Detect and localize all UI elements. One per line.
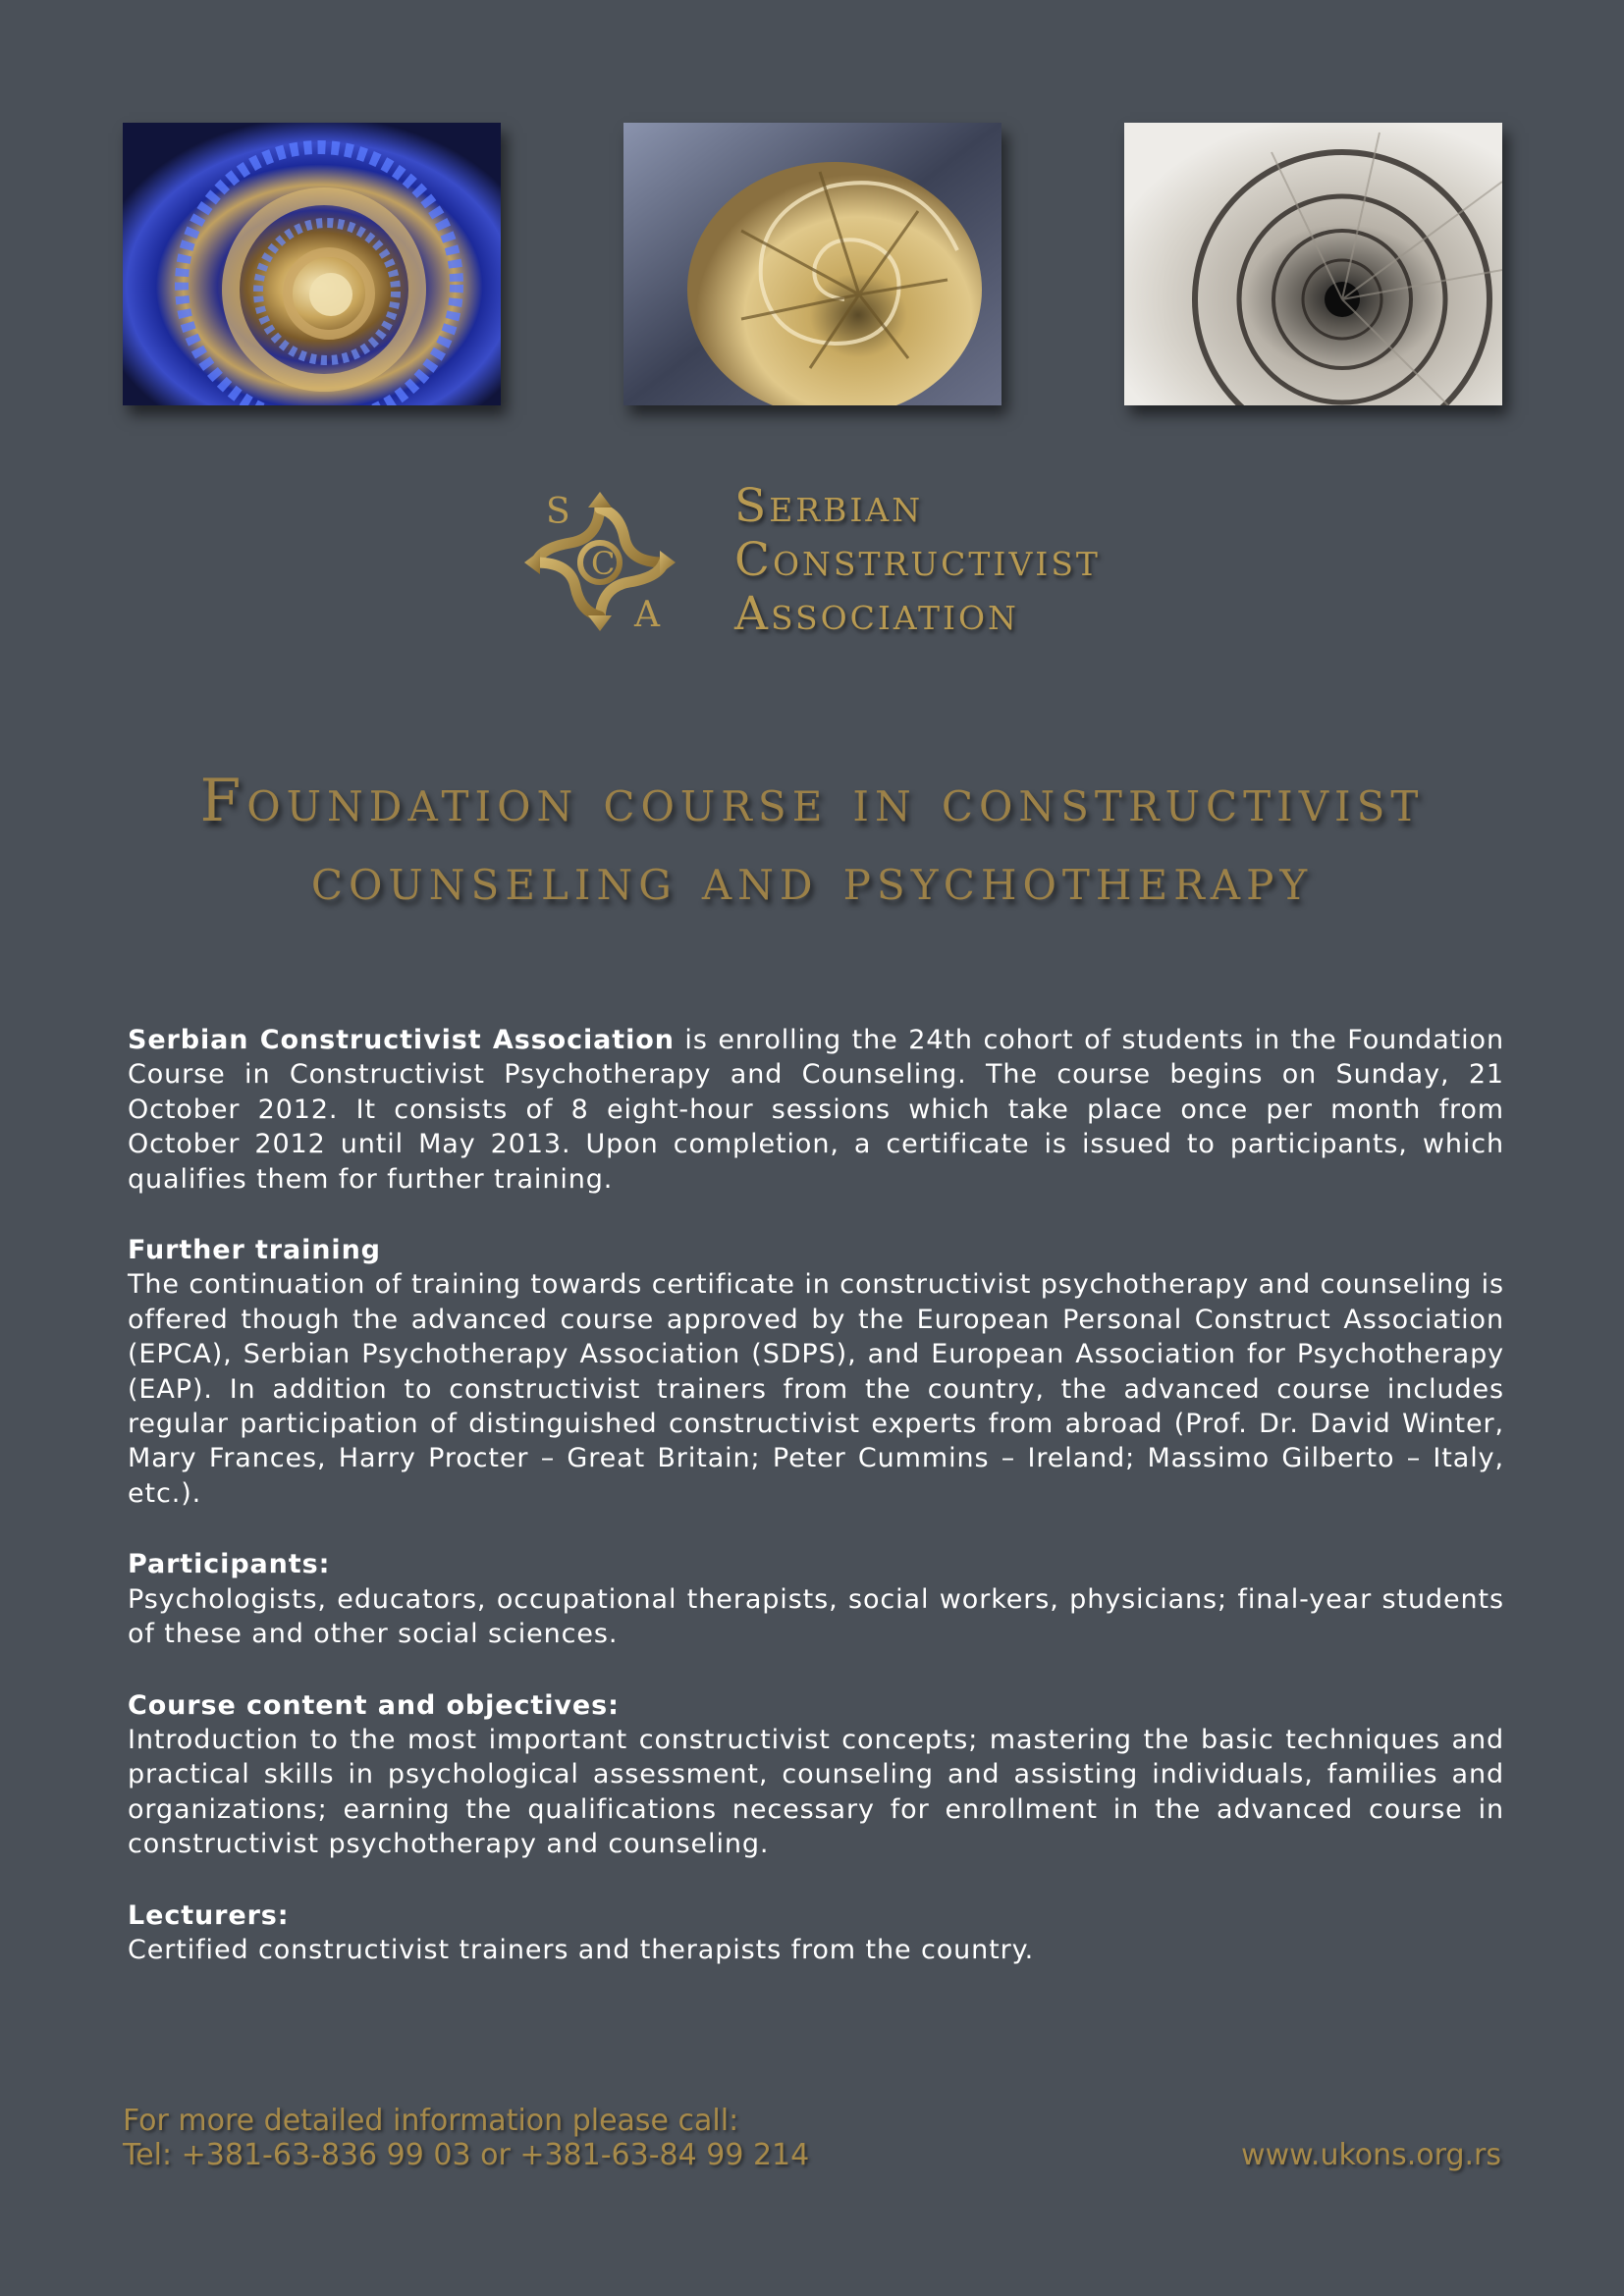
logo-wordmark <box>734 479 1101 641</box>
logo-letter-c: C <box>591 545 616 582</box>
section-text-participants: Psychologists, educators, occupational therapists, social workers, physicians; final-year students of these and other social sciences. <box>128 1583 1504 1650</box>
spiral-staircase-photo <box>1124 123 1502 405</box>
intro-text: is enrolling the 24th cohort of students in the Foundation Course in Constructivist Psychotherapy and Counseling. The course begins on Sunday, 21 October 2012. It consists of 8 eight-hour sessions which take place once per month from October 2012 until May 2013. Upon completion, a certificate is issued to participants, which qualifies them for further training. <box>128 1025 1504 1195</box>
section-text-further-training: The continuation of training towards certificate in constructivist psychotherapy and counseling is offered though the advanced course approved by the European Personal Construct Association (EPCA), Serbian Psychotherapy Association (SDPS), and European Association for Psychotherapy (EAP). In addition to constructivist trainers from the country, the advanced course includes regular participation of distinguished constructivist experts from abroad (Prof. Dr. David Winter, Mary Frances, Harry Procter – Great Britain; Peter Cummins – Ireland; Massimo Gilberto – Italy, etc.). <box>128 1269 1504 1509</box>
section-text-course-content: Introduction to the most important constructivist concepts; mastering the basic techniques and practical skills in psychological assessment, counseling and assisting individuals, families and organizations; earning the qualifications necessary for enrollment in the advanced course in constructivist psychotherapy and counseling. <box>128 1724 1504 1860</box>
body-text <box>128 1023 1504 1967</box>
section-heading-lecturers: Lecturers: <box>128 1899 290 1931</box>
logo-letter-a: A <box>634 595 660 635</box>
page-title <box>79 762 1545 919</box>
section-heading-participants: Participants: <box>128 1549 331 1580</box>
section-heading-further-training: Further training <box>128 1235 381 1266</box>
logo-letter-s: S <box>546 492 570 532</box>
website-link[interactable]: www.ukons.org.rs <box>1241 2138 1501 2172</box>
contact-info <box>123 2104 809 2172</box>
sca-logo-icon <box>516 484 683 637</box>
logo-line-2: Constructivist <box>734 533 1101 587</box>
title-line-2: counseling and psychotherapy <box>310 845 1314 914</box>
logo-line-1: Serbian <box>734 479 924 533</box>
section-text-lecturers: Certified constructivist trainers and therapists from the country. <box>128 1934 1035 1965</box>
intro-paragraph <box>128 1023 1504 1197</box>
nautilus-shell-photo <box>623 123 1001 405</box>
title-line-1: Foundation course in constructivist <box>199 767 1425 835</box>
stained-glass-spiral-photo <box>123 123 501 405</box>
section-heading-course-content: Course content and objectives: <box>128 1689 620 1721</box>
contact-phone: Tel: +381-63-836 99 03 or +381-63-84 99 214 <box>123 2138 810 2172</box>
contact-info-label: For more detailed information please call: <box>123 2104 739 2138</box>
logo-line-3: Association <box>734 587 1019 641</box>
org-name: Serbian Constructivist Association <box>128 1025 675 1055</box>
